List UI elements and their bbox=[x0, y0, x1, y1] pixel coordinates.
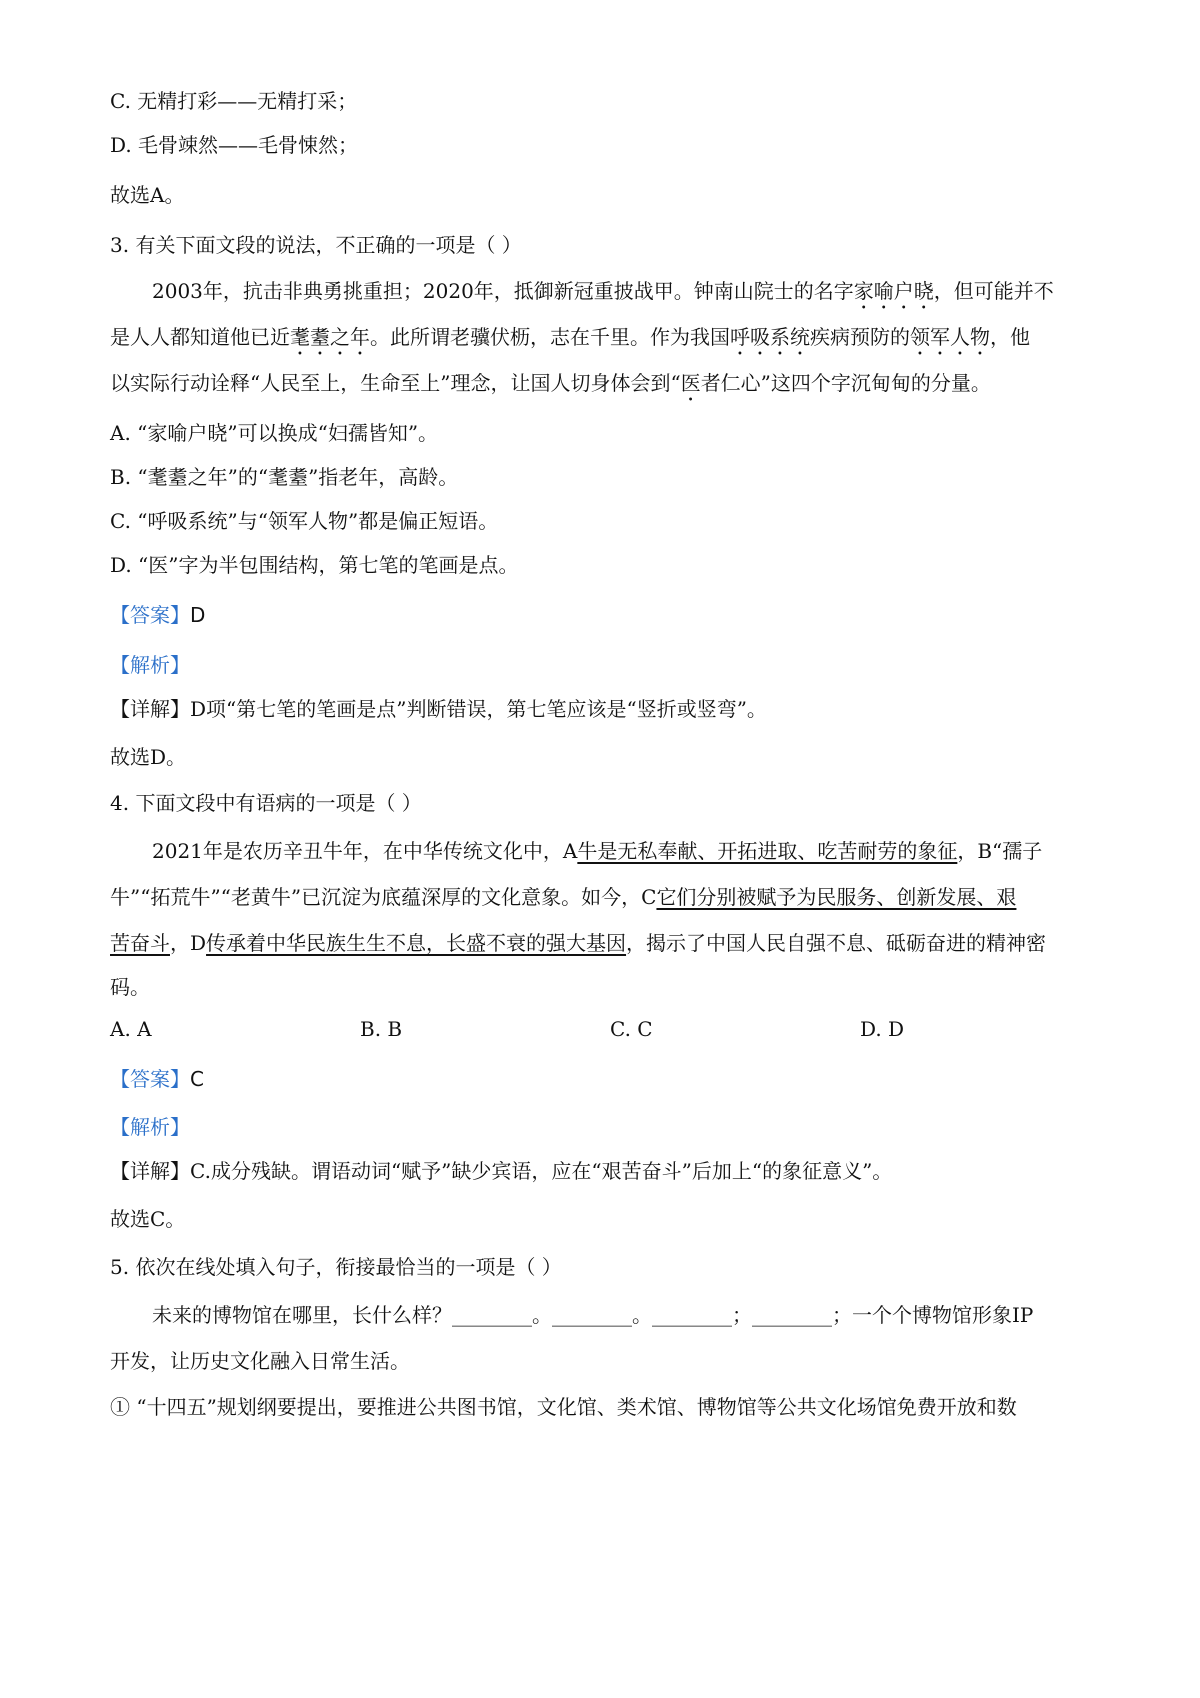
q4-answer bbox=[110, 1064, 204, 1094]
q5-passage-line-2: 开发，让历史文化融入日常生活。 bbox=[110, 1349, 410, 1373]
q4-option-a: A. A bbox=[110, 1017, 152, 1041]
q4-text: ，D bbox=[170, 931, 207, 955]
q4-passage-line-1 bbox=[152, 836, 1042, 866]
q3-text: ，但可能并不 bbox=[933, 279, 1054, 303]
q4-passage-line-3 bbox=[110, 928, 1046, 958]
q4-analysis-label: 【解析】 bbox=[110, 1115, 190, 1139]
q3-answer bbox=[110, 600, 205, 630]
q5-item-1: ① “十四五”规划纲要提出，要推进公共图书馆，文化馆、类术馆、博物馆等公共文化场馆免费开放和数 bbox=[110, 1395, 1017, 1419]
answer-value: C bbox=[190, 1067, 204, 1091]
q3-option-c: C. “呼吸系统”与“领军人物”都是偏正短语。 bbox=[110, 509, 499, 533]
q5-stem: 5. 依次在线处填入句子，衔接最恰当的一项是（ ） bbox=[110, 1255, 562, 1279]
q3-stem: 3. 有关下面文段的说法，不正确的一项是（ ） bbox=[110, 233, 522, 257]
q4-underlined: 传承着中华民族生生不息，长盛不衰的强大基因 bbox=[206, 931, 627, 955]
q4-text: 牛”“拓荒牛”“老黄牛”已沉淀为底蕴深厚的文化意象。如今，C bbox=[110, 885, 657, 909]
prev-select: 故选A。 bbox=[110, 183, 185, 207]
q4-stem: 4. 下面文段中有语病的一项是（ ） bbox=[110, 791, 422, 815]
q3-dotted-term: 呼吸系统 bbox=[730, 325, 810, 349]
q4-underlined: 牛是无私奉献、开拓进取、吃苦耐劳的象征 bbox=[577, 839, 958, 863]
q4-underlined: 苦奋斗 bbox=[110, 931, 170, 955]
q3-analysis-label: 【解析】 bbox=[110, 653, 190, 677]
q4-option-b: B. B bbox=[360, 1017, 403, 1041]
q4-select: 故选C。 bbox=[110, 1207, 186, 1231]
q4-options bbox=[110, 1014, 1110, 1044]
q3-dotted-term: 家喻户晓 bbox=[853, 279, 934, 303]
q4-text: ，B“孺子 bbox=[957, 839, 1043, 863]
q3-text: 疾病预防的 bbox=[810, 325, 910, 349]
q3-option-d: D. “医”字为半包围结构，第七笔的笔画是点。 bbox=[110, 553, 519, 577]
q3-passage-line-3 bbox=[110, 368, 991, 406]
q3-passage-line-1 bbox=[152, 276, 1054, 314]
answer-label: 【答案】 bbox=[110, 1067, 190, 1091]
q5-passage-line-1: 未来的博物馆在哪里，长什么样？________。________。________；________；一个个博物馆形象IP bbox=[152, 1303, 1034, 1327]
q4-option-d: D. D bbox=[860, 1017, 905, 1041]
prev-option-d: D. 毛骨竦然——毛骨悚然； bbox=[110, 133, 359, 157]
q3-text: 者仁心”这四个字沉甸甸的分量。 bbox=[700, 371, 991, 395]
q3-option-a: A. “家喻户晓”可以换成“妇孺皆知”。 bbox=[110, 421, 439, 445]
q4-passage-line-4: 码。 bbox=[110, 975, 150, 999]
q3-text: ，他 bbox=[990, 325, 1030, 349]
q4-text: ，揭示了中国人民自强不息、砥砺奋进的精神密 bbox=[626, 931, 1047, 955]
q4-detail: 【详解】C.成分残缺。谓语动词“赋予”缺少宾语，应在“艰苦奋斗”后加上“的象征意义”。 bbox=[110, 1159, 893, 1183]
q4-text: 2021年是农历辛丑牛年，在中华传统文化中，A bbox=[152, 839, 578, 863]
q4-passage-line-2 bbox=[110, 882, 1016, 912]
q3-dotted-term: 医 bbox=[680, 371, 701, 395]
q3-text: 2003年，抗击非典勇挑重担；2020年，抵御新冠重披战甲。钟南山院士的名字 bbox=[152, 279, 854, 303]
answer-value: D bbox=[190, 603, 206, 627]
q3-detail: 【详解】D项“第七笔的笔画是点”判断错误，第七笔应该是“竖折或竖弯”。 bbox=[110, 697, 767, 721]
q3-option-b: B. “耄耋之年”的“耄耋”指老年，高龄。 bbox=[110, 465, 459, 489]
q3-passage-line-2 bbox=[110, 322, 1030, 360]
q3-text: 是人人都知道他已近 bbox=[110, 325, 290, 349]
q4-underlined: 它们分别被赋予为民服务、创新发展、艰 bbox=[656, 885, 1017, 909]
q3-dotted-term: 领军人物 bbox=[910, 325, 990, 349]
answer-label: 【答案】 bbox=[110, 603, 190, 627]
q3-text: 以实际行动诠释“人民至上，生命至上”理念，让国人切身体会到“ bbox=[110, 371, 681, 395]
q3-select: 故选D。 bbox=[110, 745, 187, 769]
q4-option-c: C. C bbox=[610, 1017, 653, 1041]
q3-dotted-term: 耄耋之年 bbox=[290, 325, 370, 349]
prev-option-c: C. 无精打彩——无精打采； bbox=[110, 89, 358, 113]
q3-text: 。此所谓老骥伏枥，志在千里。作为我国 bbox=[370, 325, 730, 349]
